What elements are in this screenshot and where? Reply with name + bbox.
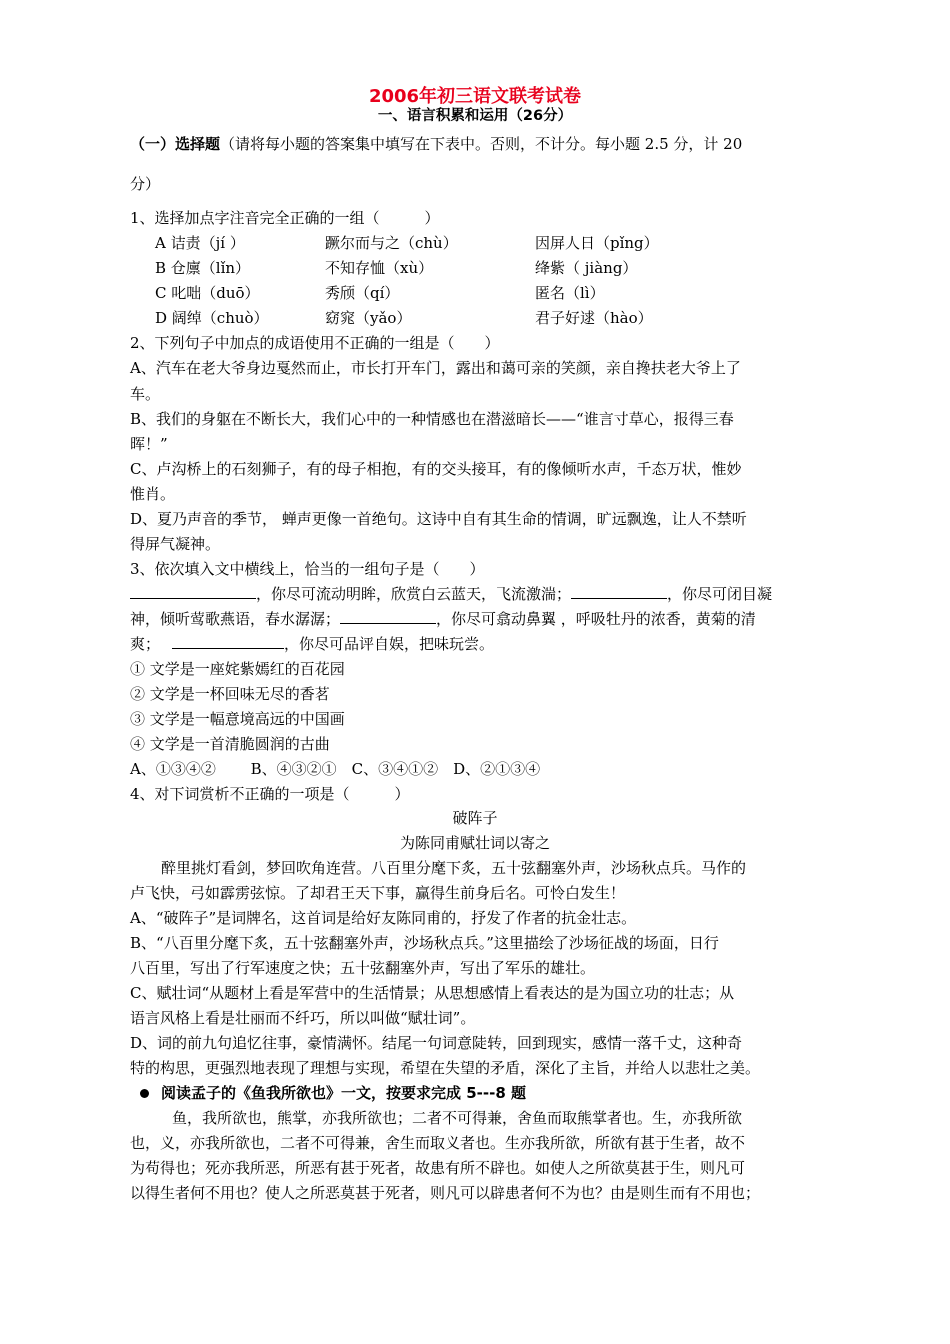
q3-stem: 3、依次填入文中横线上，恰当的一组句子是（ ） <box>130 560 485 578</box>
q4-line: B、“八百里分麾下炙，五十弦翻塞外声，沙场秋点兵。”这里描绘了沙场征战的场面，日行 <box>130 934 719 952</box>
q1-option-a2: 蹶尔而与之（chù） <box>325 234 458 252</box>
q1-stem: 1、选择加点字注音完全正确的一组（ ） <box>130 209 440 227</box>
reading-text: 也，义，亦我所欲也，二者不可得兼，舍生而取义者也。生亦我所欲，所欲有甚于生者，故不 <box>130 1134 746 1152</box>
poem-text: 卢飞快，弓如霹雳弦惊。了却君王天下事，赢得生前身后名。可怜白发生！ <box>130 884 626 902</box>
fill-blank[interactable] <box>130 584 256 599</box>
bullet-icon <box>140 1089 149 1098</box>
q1-row <box>155 233 659 253</box>
q2-line: 晖！” <box>130 435 168 453</box>
q4-line: 特的构思，更强烈地表现了理想与实现，希望在失望的矛盾，深化了主旨，并给人以悲壮之美。 <box>130 1059 761 1077</box>
fill-blank[interactable] <box>172 634 284 649</box>
q1-option-b1: B 仓廪（lǐn） <box>155 259 251 277</box>
q3-line <box>130 609 756 629</box>
q1-row <box>155 308 653 328</box>
q3-option: ③ 文学是一幅意境高远的中国画 <box>130 710 345 728</box>
q4-line: 语言风格上看是壮丽而不纤巧，所以叫做“赋壮词”。 <box>130 1009 476 1027</box>
reading-text: 以得生者何不用也？使人之所恶莫甚于死者，则凡可以辟患者何不为也？由是则生而有不用也； <box>130 1184 761 1202</box>
q3-line <box>130 584 772 604</box>
q1-option-a3: 因屏人日（pǐng） <box>535 234 659 252</box>
part1-note-cont: 分） <box>130 175 161 193</box>
q1-option-c2: 秀颀（qí） <box>325 284 400 302</box>
part1-note: （请将每小题的答案集中填写在下表中。否则，不计分。每小题 2.5 分，计 20 <box>220 135 743 153</box>
q1-option-a1: A 诘责（jí ） <box>155 234 245 252</box>
q1-option-c3: 匿名（lì） <box>535 284 605 302</box>
reading-text: 为苟得也；死亦我所恶，所恶有甚于死者，故患有所不辟也。如使人之所欲莫甚于生，则凡可 <box>130 1159 746 1177</box>
section-heading: 一、语言积累和运用（26分） <box>377 108 573 124</box>
q3-option: ① 文学是一座姹紫嫣红的百花园 <box>130 660 345 678</box>
q2-stem: 2、下列句子中加点的成语使用不正确的一组是（ ） <box>130 334 500 352</box>
q3-text: ，你尽可流动明眸，欣赏白云蓝天，飞流激湍； <box>256 585 572 603</box>
q4-line: 八百里，写出了行军速度之快；五十弦翻塞外声，写出了军乐的雄壮。 <box>130 959 596 977</box>
q1-row <box>155 283 605 303</box>
q1-option-c1: C 叱咄（duō） <box>155 284 260 302</box>
q4-line: C、赋壮词“从题材上看是军营中的生活情景；从思想感情上看表达的是为国立功的壮志；从 <box>130 984 735 1002</box>
exam-title: 2006年初三语文联考试卷 <box>368 86 582 107</box>
q1-row <box>155 258 637 278</box>
part1-heading: （一）选择题 <box>130 135 221 153</box>
q3-text: 神，倾听莺歌燕语，春水潺潺； <box>130 610 341 628</box>
q4-line: A、“破阵子”是词牌名，这首词是给好友陈同甫的，抒发了作者的抗金壮志。 <box>130 909 637 927</box>
q3-text: ，你尽可品评自娱，把味玩尝。 <box>284 635 495 653</box>
q3-answers: A、①③④② B、④③②① C、③④①② D、②①③④ <box>130 760 541 778</box>
q2-line: 车。 <box>130 385 161 403</box>
q1-option-d1: D 阔绰（chuò） <box>155 309 269 327</box>
poem-subtitle: 为陈同甫赋壮词以寄之 <box>399 834 550 852</box>
q1-option-d3: 君子好逑（hào） <box>535 309 653 327</box>
reading-text: 鱼，我所欲也，熊掌，亦我所欲也；二者不可得兼，舍鱼而取熊掌者也。生，亦我所欲 <box>172 1109 743 1127</box>
q3-text: ，你尽可翕动鼻翼 ，呼吸牡丹的浓香，黄菊的清 <box>436 610 756 628</box>
part1-intro <box>130 134 742 154</box>
q4-line: D、词的前九句追忆往事，豪情满怀。结尾一句词意陡转，回到现实，感情一落千丈，这种奇 <box>130 1034 743 1052</box>
q3-text: 爽； <box>130 635 161 653</box>
q1-option-b2: 不知存恤（xù） <box>325 259 434 277</box>
q3-text: ，你尽可闭目凝 <box>667 585 773 603</box>
q2-line: C、卢沟桥上的石刻狮子，有的母子相抱，有的交头接耳，有的像倾听水声，千态万状，惟妙 <box>130 460 742 478</box>
q2-line: 得屏气凝神。 <box>130 535 221 553</box>
poem-text: 醉里挑灯看剑，梦回吹角连营。八百里分麾下炙，五十弦翻塞外声，沙场秋点兵。马作的 <box>161 859 747 877</box>
q1-option-b3: 绛紫（ jiàng） <box>535 259 638 277</box>
q3-option: ④ 文学是一首清脆圆润的古曲 <box>130 735 330 753</box>
q3-option: ② 文学是一杯回味无尽的香茗 <box>130 685 330 703</box>
q2-line: 惟肖。 <box>130 485 176 503</box>
fill-blank[interactable] <box>340 609 436 624</box>
reading-heading <box>140 1083 526 1103</box>
q1-option-d2: 窈窕（yǎo） <box>325 309 412 327</box>
q2-line: A、汽车在老大爷身边戛然而止，市长打开车门，露出和蔼可亲的笑颜，亲自搀扶老大爷上了 <box>130 359 741 377</box>
q4-stem: 4、对下词赏析不正确的一项是（ ） <box>130 785 410 803</box>
q3-line <box>130 634 494 654</box>
q2-line: B、我们的身躯在不断长大，我们心中的一种情感也在潜滋暗长——“谁言寸草心，报得三春 <box>130 410 734 428</box>
poem-title: 破阵子 <box>452 809 498 827</box>
reading-heading-text: 阅读孟子的《鱼我所欲也》一文，按要求完成 5---8 题 <box>161 1084 526 1102</box>
q2-line: D、夏乃声音的季节， 蝉声更像一首绝句。这诗中自有其生命的情调，旷远飘逸，让人不禁听 <box>130 510 747 528</box>
fill-blank[interactable] <box>571 584 667 599</box>
